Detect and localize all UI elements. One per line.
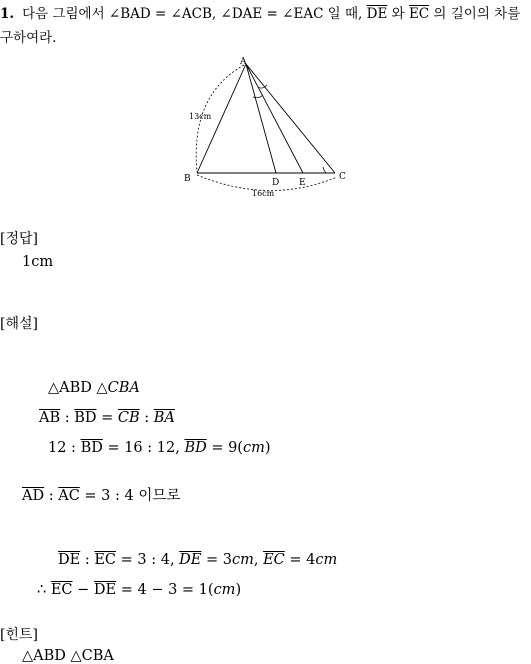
segment-ad: [246, 64, 276, 173]
explanation-line-1: △ABD △CBA: [48, 380, 140, 396]
hint-value: △ABD △CBA: [22, 648, 114, 664]
explanation-line-2: $\overline{AB}$ : $\overline{BD} = \overline{CB}$ : $\overline{BA}$: [39, 410, 175, 426]
question-number: 1.: [0, 6, 15, 22]
length-bc-label: 16cm: [252, 189, 275, 198]
segment-ec: $\overline{EC}$: [408, 6, 430, 22]
vertex-d-label: D: [272, 178, 280, 188]
side-ac: [246, 64, 335, 173]
hint-label: [힌트]: [0, 627, 38, 643]
vertex-e-label: E: [299, 178, 306, 188]
explanation-line-6: ∴ $\overline{EC} - \overline{DE} = 4 - 3 = 1(cm)$: [37, 582, 242, 598]
angle-mark-c: [323, 167, 326, 173]
segment-ae: [246, 64, 303, 173]
explanation-label: [해설]: [0, 316, 38, 332]
answer-label: [정답]: [0, 231, 38, 247]
length-ab-label: 13cm: [189, 112, 212, 121]
explanation-line-3: 12 : $\overline{BD} = 16$ : 12, $\overline{BD} = 9(cm)$: [48, 440, 271, 456]
explanation-line-5: $\overline{DE}$ : $\overline{EC} = 3$ : 4, $\overline{DE} = 3cm$, $\overline{EC} = 4cm$: [58, 552, 338, 568]
vertex-a-label: A: [240, 57, 247, 67]
explanation-line-4: $\overline{AD}$ : $\overline{AC} = 3$ : 4 이므로: [22, 488, 181, 504]
vertex-c-label: C: [339, 172, 346, 182]
vertex-b-label: B: [184, 174, 191, 184]
triangle-figure: [180, 55, 355, 200]
answer-value: 1cm: [22, 254, 54, 270]
segment-de: $\overline{DE}$: [366, 6, 388, 22]
question-text: 1. 다음 그림에서 ∠BAD = ∠ACB, ∠DAE = ∠EAC 일 때, $\overline{DE}$ 와 $\overline{EC}$ 의 길이의 차를 구하여라.: [0, 6, 521, 46]
